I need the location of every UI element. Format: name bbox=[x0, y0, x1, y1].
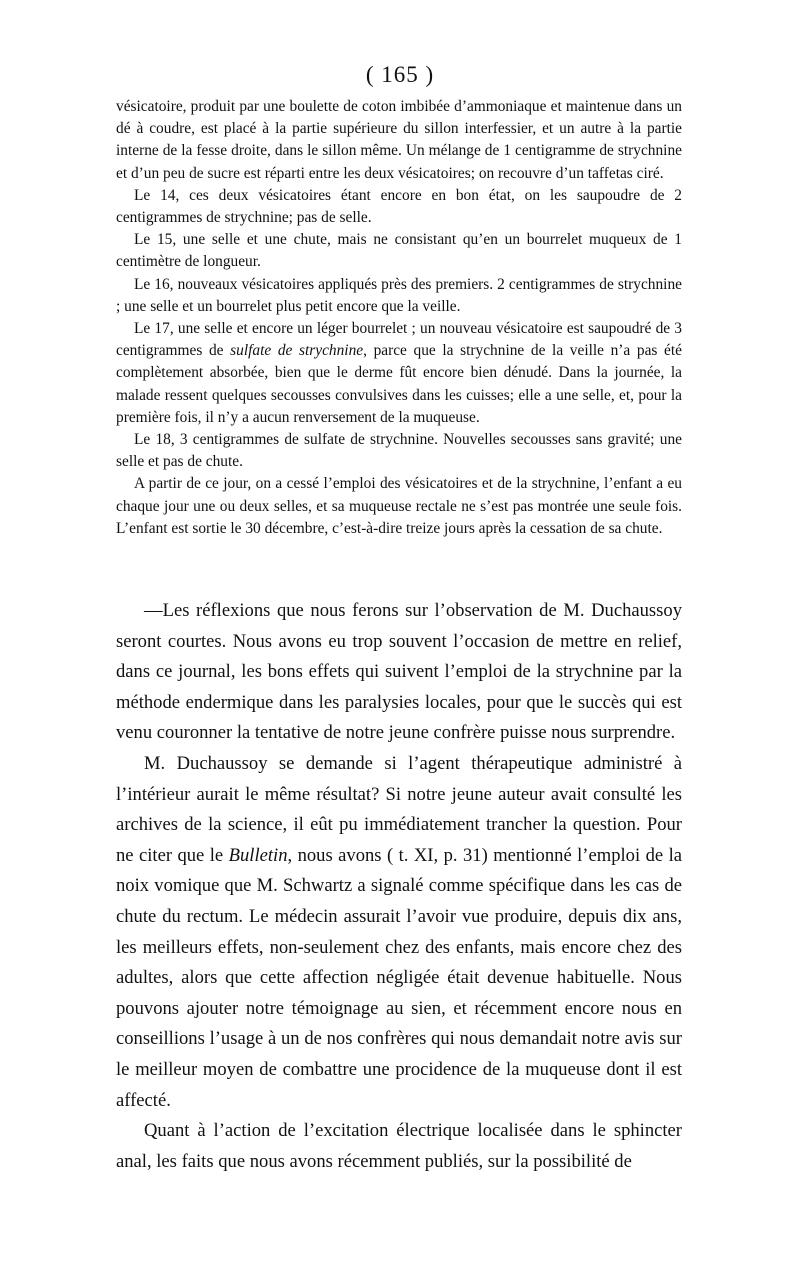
paragraph-le-17 bbox=[116, 318, 682, 429]
text-run: Quant à l’action de l’excitation électrique localisée dans le sphincter anal, les faits que nous avons récemment publiés, sur la possibilité de bbox=[116, 1120, 682, 1172]
page-number: ( 165 ) bbox=[365, 62, 435, 87]
paragraph-vesicatoire bbox=[116, 96, 682, 185]
paragraph-le-16 bbox=[116, 274, 682, 318]
text-run: —Les réflexions que nous ferons sur l’observation de M. Duchaussoy seront courtes. Nous avons eu trop souvent l’occasion de mettre en relief, dans ce journal, les bons effets qui suivent l’emploi de la strychnine par la méthode endermique dans les paralysies locales, pour que le succès qui est venu couronner la tentative de notre jeune confrère puisse nous surprendre. bbox=[116, 600, 682, 744]
paragraph-quant bbox=[116, 1116, 682, 1177]
italic-text-run: Bulletin bbox=[228, 844, 288, 866]
text-run: Le 18, 3 centigrammes de sulfate de strychnine. Nouvelles secousses sans gravité; une selle et pas de chute. bbox=[116, 431, 682, 471]
text-run: M. Duchaussoy se demande si l’agent thérapeutique administré à l’intérieur aurait le même résultat? Si notre jeune auteur avait consulté les archives de la science, il eût pu immédiatement trancher la question. Pour ne citer que le bbox=[116, 752, 682, 866]
commentary-text bbox=[116, 596, 682, 1177]
paragraph-duchaussoy bbox=[116, 749, 682, 1116]
observation-text bbox=[116, 96, 682, 540]
text-run: , nous avons ( t. XI, p. 31) mentionné l’emploi de la noix vomique que M. Schwartz a signalé comme spécifique dans les cas de chute du rectum. Le médecin assurait l’avoir vue produire, depuis dix ans, les meilleurs effets, non-seulement chez des enfants, mais encore chez des adultes, alors que cette affection négligée était devenue habituelle. Nous pouvons ajouter notre témoignage au sien, et récemment encore nous en conseillions l’usage à un de nos confrères qui nous demandait notre avis sur le meilleur moyen de combattre une procidence de la muqueuse dont il est affecté. bbox=[116, 844, 682, 1111]
paragraph-a-partir bbox=[116, 473, 682, 540]
text-run: Le 16, nouveaux vésicatoires appliqués près des premiers. 2 centigrammes de strychnine ; une selle et un bourrelet plus petit encore que la veille. bbox=[116, 275, 682, 315]
text-run: A partir de ce jour, on a cessé l’emploi des vésicatoires et de la strychnine, l’enfant a eu chaque jour une ou deux selles, et sa muqueuse rectale ne s’est pas montrée une seule fois. L’enfant est sortie le 30 décembre, c’est-à-dire treize jours après la cessation de sa chute. bbox=[116, 475, 682, 537]
text-run: Le 17, une selle et encore un léger bourrelet ; un nouveau vésicatoire est saupoudré de 3 centigrammes de bbox=[116, 320, 682, 360]
paragraph-le-14 bbox=[116, 185, 682, 229]
text-run: Le 14, ces deux vésicatoires étant encore en bon état, on les saupoudre de 2 centigrammes de strychnine; pas de selle. bbox=[116, 186, 682, 227]
text-run: , parce que la strychnine de la veille n’a pas été complètement absorbée, bien que le derme fût encore bien dénudé. Dans la journée, la malade ressent quelques secousses convulsives dans les cuisses; elle a une selle, et, pour la première fois, il n’y a aucun renversement de la muqueuse. bbox=[116, 342, 682, 426]
text-run: Le 15, une selle et une chute, mais ne consistant qu’en un bourrelet muqueux de 1 centimètre de longueur. bbox=[116, 231, 682, 271]
paragraph-reflexions bbox=[116, 596, 682, 749]
italic-text-run: sulfate de strychnine bbox=[230, 342, 364, 360]
paragraph-le-15 bbox=[116, 229, 682, 273]
text-run: vésicatoire, produit par une boulette de coton imbibée d’ammoniaque et maintenue dans un dé à coudre, est placé à la partie supérieure du sillon interfessier, et un autre à la partie interne de la fesse droite, dans le sillon même. Un mélange de 1 centigramme de strychnine et d’un peu de sucre est réparti entre les deux vésicatoires; on recouvre d’un taffetas ciré. bbox=[116, 98, 682, 182]
paragraph-le-18 bbox=[116, 429, 682, 473]
